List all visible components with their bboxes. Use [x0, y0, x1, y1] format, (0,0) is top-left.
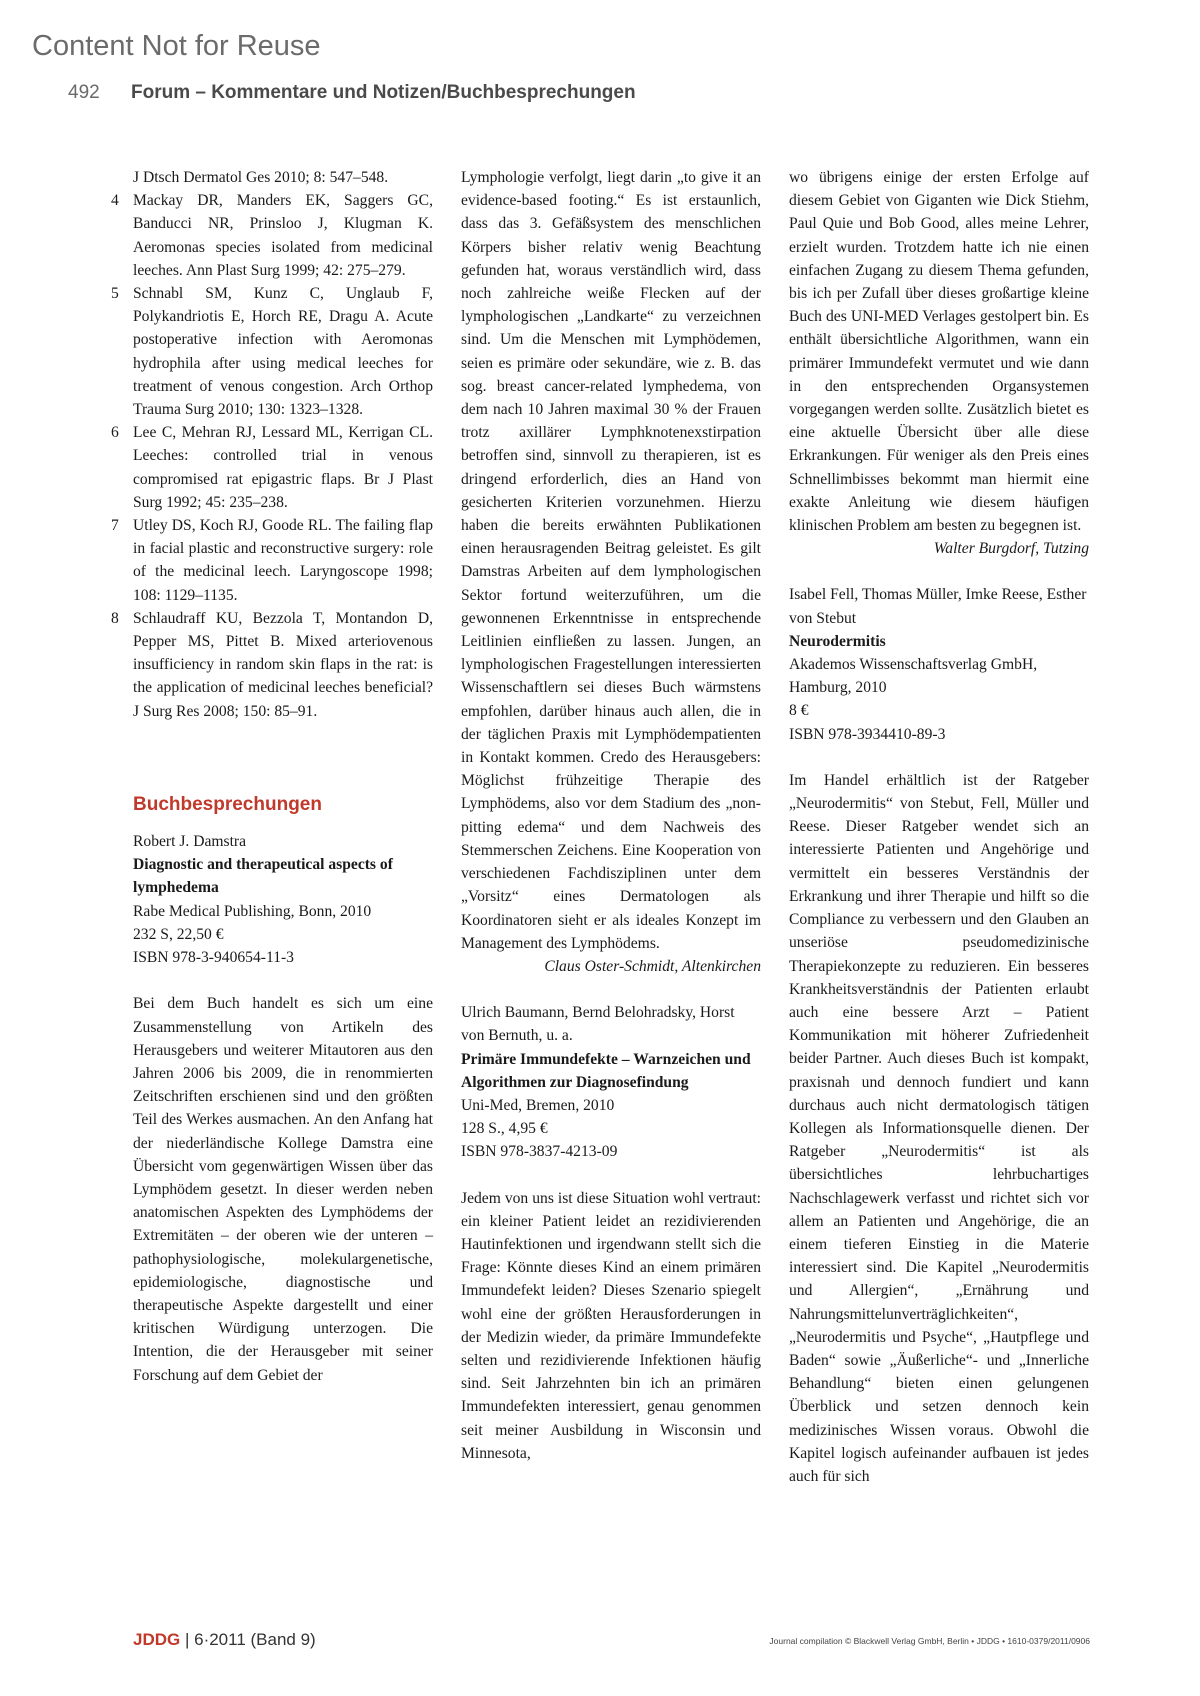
review-2-isbn: ISBN 978-3837-4213-09	[461, 1143, 618, 1161]
reference-number: 7	[111, 517, 119, 535]
review-3-text: Im Handel erhältlich ist der Ratgeber „Neurodermitis“ von Stebut, Fell, Müller und Reese. Dieser Ratgeber wendet sich an interessierte Patienten und Angehörige und vermittelt ein besseres Verständnis der Erkrankung und ihrer Therapie und hilft so die Compliance zu verbessern und den Glauben an unseriöse pseudomedizinische Therapiekonzepte zu reduzieren. Ein besseres Krankheitsverständnis der Patienten erlaubt auch eine bessere Arzt – Patient Kommunikation mit höherer Zufriedenheit beider Partner. Auch dieses Buch ist kompakt, praxisnah und dennoch fundiert und kann durchaus auch nicht dermatologisch tätigen Kollegen als Informationsquelle dienen. Der Ratgeber „Neurodermitis“ ist als übersichtliches lehrbuchartiges Nachschlagewerk verfasst und richtet sich vor allem an Patienten und Angehörige, die an einem tieferen Einstieg in die Materie interessiert sind. Die Kapitel „Neurodermitis und Allergien“, „Ernährung und Nahrungsmittelunverträglichkeiten“, „Neurodermitis und Psyche“, „Hautpflege und Baden“ sowie „Äußerliche“- und „Innerliche Behandlung“ bieten einen gelungenen Überblick und setzen dennoch kein medizinisches Wissen voraus. Obwohl die Kapitel logisch aufeinander aufbauen ist jedes auch für sich	[789, 771, 1089, 1485]
column-1	[111, 166, 433, 1387]
review-1-author: Robert J. Damstra	[133, 833, 247, 851]
page-number: 492	[68, 82, 100, 103]
footer-copyright: Journal compilation © Blackwell Verlag GmbH, Berlin • JDDG • 1610-0379/2011/0906	[769, 1636, 1090, 1646]
reference-item	[111, 514, 433, 607]
review-2-reviewer: Walter Burgdorf, Tutzing	[933, 540, 1089, 558]
reference-text: Mackay DR, Manders EK, Saggers GC, Banducci NR, Prinsloo J, Klugman K. Aeromonas species isolated from medicinal leeches. Ann Plast Surg 1999; 42: 275–279.	[133, 192, 433, 279]
review-2-bibliography	[461, 1001, 761, 1163]
review-3-title: Neurodermitis	[789, 632, 886, 650]
review-2-publisher: Uni-Med, Bremen, 2010	[461, 1096, 615, 1114]
review-3-authors: Isabel Fell, Thomas Müller, Imke Reese, Esther von Stebut	[789, 586, 1087, 627]
review-3-price: 8 €	[789, 702, 809, 720]
reference-item	[111, 189, 433, 282]
reference-continuation: J Dtsch Dermatol Ges 2010; 8: 547–548.	[133, 169, 389, 186]
review-2-authors: Ulrich Baumann, Bernd Belohradsky, Horst von Bernuth, u. a.	[461, 1004, 735, 1045]
review-3-isbn: ISBN 978-3934410-89-3	[789, 725, 946, 743]
review-2-text-part-1: Jedem von uns ist diese Situation wohl vertraut: ein kleiner Patient leidet an rezidivierenden Hautinfektionen und irgendwann stellt sich die Frage: Könnte dieses Kind an einem primären Immundefekt leiden? Dieses Szenario spiegelt wohl eine der größten Herausforderungen in der Medizin wieder, da primäre Immundefekte selten und rezidivierende Infektionen häufig sind. Seit Jahrzehnten bin ich an primären Immundefekten interessiert, genau genommen seit meiner Ausbildung in Wisconsin und Minnesota,	[461, 1189, 761, 1462]
review-1-bibliography	[133, 830, 433, 969]
running-title: Forum – Kommentare und Notizen/Buchbesprechungen	[130, 82, 636, 103]
reference-list	[111, 166, 433, 723]
review-1-text-part-2: Lymphologie verfolgt, liegt darin „to give it an evidence-based footing.“ Es ist erstaunlich, dass das 3. Gefäßsystem des menschlichen Körpers bisher relativ wenig Beachtung gefunden hat, woraus verständlich wird, dass noch zahlreiche weiße Flecken auf der lymphologischen „Landkarte“ zu verzeichnen sind. Um die Menschen mit Lymphödemen, seien es primäre oder sekundäre, wie z. B. das sog. breast cancer-related lymphedema, von dem nach 10 Jahren maximal 30 % der Frauen trotz axillärer Lymphknotenexstirpation betroffen sind, sinnvoll zu therapieren, ist es dringend erforderlich, dies an Hand von gesicherten Kriterien vorzunehmen. Hierzu haben die bereits erwähnten Publikationen einen herausragenden Beitrag geleistet. Es gilt Damstras Arbeiten auf dem lymphologischen Sektor fortund weiterzuführen, um die gewonnenen Erkenntnisse in entsprechende Leitlinien einfließen zu lassen. Jungen, an lymphologischen Fragestellungen interessierten Wissenschaftlern sei dieses Buch wärmstens empfohlen, darüber hinaus auch allen, die in der täglichen Praxis mit Lymphödempatienten in Kontakt kommen. Credo des Herausgebers: Möglichst frühzeitige Therapie des Lymphödems, also vor dem Stadium des „non-pitting edema“ und dem Nachweis des Stemmerschen Zeichens. Eine Kooperation von verschiedenen Fachdisziplinen unter dem „Vorsitz“ eines Dermatologen als Koordinatoren sieht er als ideales Konzept im Management des Lymphödems.	[461, 169, 761, 952]
reference-item	[111, 282, 433, 421]
reference-text: Schnabl SM, Kunz C, Unglaub F, Polykandriotis E, Horch RE, Dragu A. Acute postoperative infection with Aeromonas hydrophila after using medical leeches for treatment of venous congestion. Arch Orthop Trauma Surg 2010; 130: 1323–1328.	[133, 285, 433, 419]
review-2-price: 128 S., 4,95 €	[461, 1120, 548, 1138]
reference-text: Lee C, Mehran RJ, Lessard ML, Kerrigan CL. Leeches: controlled trial in venous compromised rat epigastric flaps. Br J Plast Surg 1992; 45: 235–238.	[133, 424, 433, 511]
journal-logo: JDDG	[133, 1630, 181, 1649]
column-3	[789, 166, 1089, 1488]
running-header	[68, 82, 636, 104]
section-heading: Buchbesprechungen	[133, 793, 322, 815]
review-3-publisher: Akademos Wissenschaftsverlag GmbH, Hamburg, 2010	[789, 656, 1038, 697]
reference-number: 5	[111, 285, 119, 303]
watermark: Content Not for Reuse	[32, 30, 321, 62]
reference-item	[111, 607, 433, 723]
reference-number: 4	[111, 192, 119, 210]
review-3-bibliography	[789, 583, 1089, 745]
reference-text: Schlaudraff KU, Bezzola T, Montandon D, Pepper MS, Pittet B. Mixed arteriovenous insufficiency in random skin flaps in the rat: is the application of medicinal leeches beneficial? J Surg Res 2008; 150: 85–91.	[133, 609, 433, 720]
review-2-title: Primäre Immundefekte – Warnzeichen und Algorithmen zur Diagnosefindung	[461, 1050, 751, 1091]
review-1-isbn: ISBN 978-3-940654-11-3	[133, 949, 294, 967]
reference-text: Utley DS, Koch RJ, Goode RL. The failing flap in facial plastic and reconstructive surgery: role of the medicinal leech. Laryngoscope 1998; 108: 1129–1135.	[133, 517, 433, 604]
review-1-reviewer: Claus Oster-Schmidt, Altenkirchen	[544, 957, 761, 975]
review-1-title: Diagnostic and therapeutical aspects of lymphedema	[133, 856, 393, 897]
journal-issue: | 6·2011 (Band 9)	[184, 1630, 316, 1649]
reference-item	[111, 421, 433, 514]
review-1-price: 232 S, 22,50 €	[133, 925, 224, 943]
reference-number: 6	[111, 424, 119, 442]
footer-journal	[133, 1630, 316, 1650]
review-2-text-part-2: wo übrigens einige der ersten Erfolge auf diesem Gebiet von Giganten wie Dick Stiehm, Paul Quie und Bob Good, alles meine Lehrer, erzielt wurden. Trotzdem hatte ich nie einen einfachen Zugang zu diesem Thema gefunden, bis ich per Zufall über dieses großartige kleine Buch des UNI-MED Verlages gestolpert bin. Es enthält übersichtliche Algorithmen, wann ein primärer Immundefekt vermutet und wie dann in den entsprechenden Organsystemen vorgegangen werden sollte. Zusätzlich bietet es eine aktuelle Übersicht über alle diese Erkrankungen. Für weniger als den Preis eines Schnellimbisses bekommt man hiermit eine exakte Anleitung wie diesem häufigen klinischen Problem am besten zu begegnen ist.	[789, 169, 1089, 535]
reference-number: 8	[111, 609, 119, 627]
review-1-text-part-1: Bei dem Buch handelt es sich um eine Zusammenstellung von Artikeln des Herausgebers und weiterer Mitautoren aus den Jahren 2006 bis 2009, die in renommierten Zeitschriften erschienen sind und den größten Teil des Werkes ausmachen. An den Anfang hat der niederländische Kollege Damstra eine Übersicht vom gegenwärtigen Wissen über das Lymphödem gesetzt. In dieser werden neben anatomischen Aspekten des Lymphödems der Extremitäten – der oberen wie der unteren – pathophysiologische, molekulargenetische, epidemiologische, diagnostische und therapeutische Aspekte dargestellt und einer kritischen Würdigung unterzogen. Die Intention, die der Herausgeber mit seiner Forschung auf dem Gebiet der	[133, 995, 433, 1384]
review-1-publisher: Rabe Medical Publishing, Bonn, 2010	[133, 902, 372, 920]
column-2	[461, 166, 761, 1465]
